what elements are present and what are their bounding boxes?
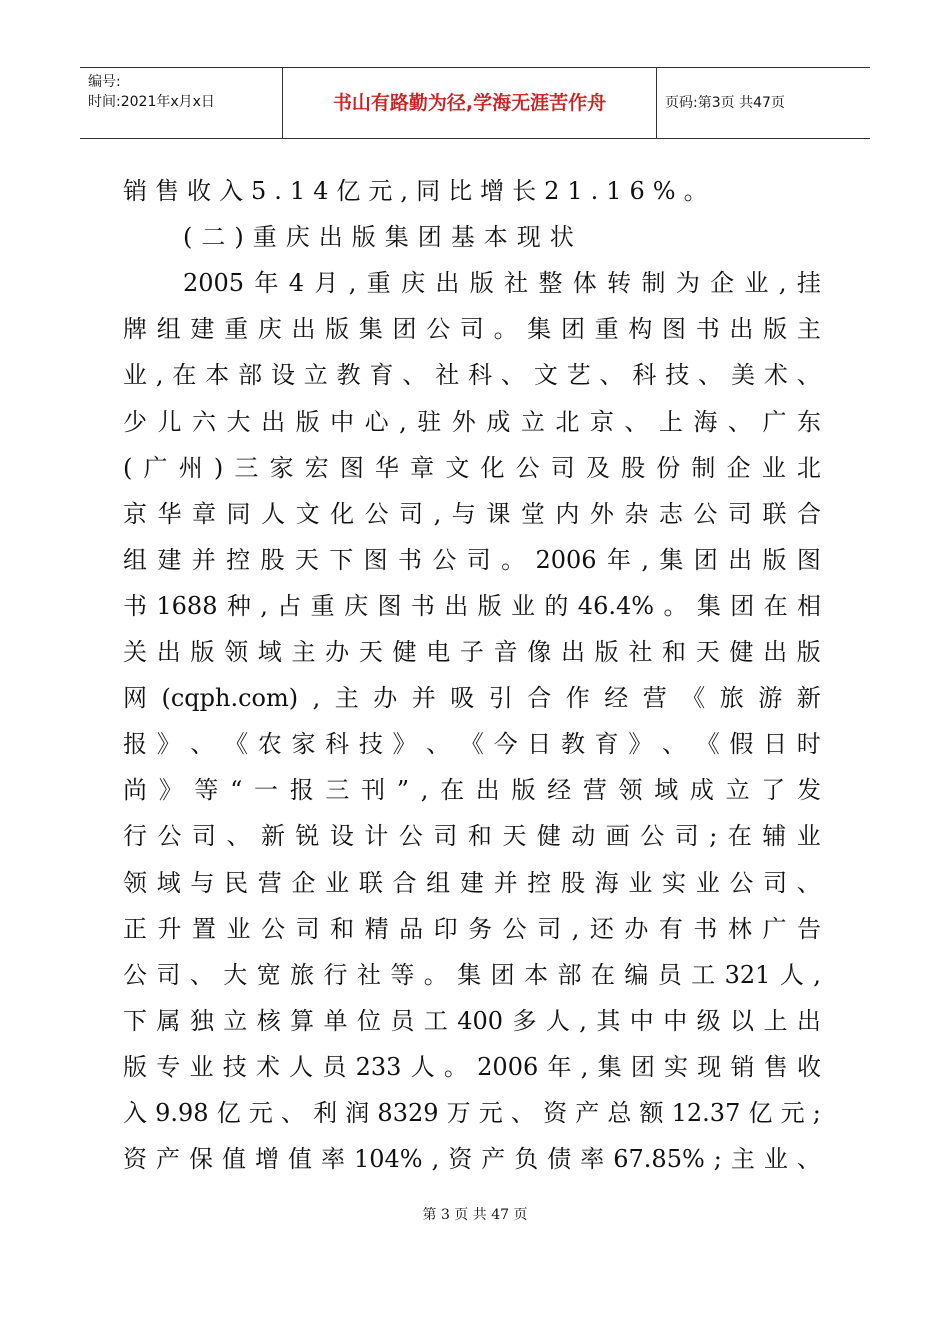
body-line: 正 升 置 业 公 司 和 精 品 印 务 公 司 , 还 办 有 书 林 广 告	[123, 914, 821, 943]
body-line: 书 1688 种 , 占 重 庆 图 书 出 版 业 的 46.4% 。 集 团 在 相	[123, 591, 821, 620]
body-line: 尚 》 等 “ 一 报 三 刊 ” , 在 出 版 经 营 领 域 成 立 了 发	[123, 776, 821, 805]
header-meta-cell	[80, 68, 283, 138]
header-page-cell	[657, 68, 870, 138]
section-heading: (二)重庆出版集团基本现状	[183, 223, 583, 252]
body-line: 关 出 版 领 域 主 办 天 健 电 子 音 像 出 版 社 和 天 健 出 版	[123, 638, 821, 666]
page-header	[80, 67, 870, 139]
number-label: 编号:	[88, 74, 121, 90]
body-line: 少 儿 六 大 出 版 中 心 , 驻 外 成 立 北 京 、 上 海 、 广 东	[123, 407, 821, 436]
page-footer: 第 3 页 共 47 页	[422, 1207, 528, 1223]
body-line: 组 建 并 控 股 天 下 图 书 公 司 。 2006 年 , 集 团 出 版 图	[123, 545, 821, 574]
body-line: 京 华 章 同 人 文 化 公 司 , 与 课 堂 内 外 杂 志 公 司 联 合	[123, 499, 821, 528]
time-label: 时间:2021年x月x日	[88, 94, 215, 110]
body-line: 业 , 在 本 部 设 立 教 育 、 社 科 、 文 艺 、 科 技 、 美 术 、	[123, 361, 821, 390]
body-line: 2005 年 4 月 , 重 庆 出 版 社 整 体 转 制 为 企 业 , 挂	[183, 269, 821, 298]
body-line: 资 产 保 值 增 值 率 104% , 资 产 负 债 率 67.85% ; 主 业 、	[123, 1145, 821, 1174]
body-line: 销售收入5.14亿元,同比增长21.16%。	[123, 177, 716, 205]
page-info: 页码:第3页 共47页	[665, 95, 785, 111]
motto: 书山有路勤为径,学海无涯苦作舟	[332, 92, 607, 114]
body-line: 入 9.98 亿 元 、 利 润 8329 万 元 、 资 产 总 额 12.37 亿 元 ;	[123, 1099, 821, 1127]
body-line: 版 专 业 技 术 人 员 233 人 。 2006 年 , 集 团 实 现 销 售 收	[123, 1052, 821, 1081]
body-line: 行 公 司 、 新 锐 设 计 公 司 和 天 健 动 画 公 司 ; 在 辅 业	[123, 822, 821, 851]
body-line: 下 属 独 立 核 算 单 位 员 工 400 多 人 , 其 中 中 级 以 上 出	[123, 1006, 821, 1035]
header-motto-cell	[283, 68, 657, 138]
body-line: 报 》 、 《 农 家 科 技 》 、 《 今 日 教 育 》 、 《 假 日 时	[123, 730, 821, 759]
body-line: 牌 组 建 重 庆 出 版 集 团 公 司 。 集 团 重 构 图 书 出 版 主	[123, 315, 821, 344]
body-line: 公 司 、 大 宽 旅 行 社 等 。 集 团 本 部 在 编 员 工 321 人 ,	[123, 960, 821, 989]
body-line: 领 域 与 民 营 企 业 联 合 组 建 并 控 股 海 业 实 业 公 司 、	[123, 868, 821, 897]
body-line: 网 (cqph.com) , 主 办 并 吸 引 合 作 经 营 《 旅 游 新	[123, 684, 821, 713]
body-line: ( 广 州 ) 三 家 宏 图 华 章 文 化 公 司 及 股 份 制 企 业 北	[123, 453, 821, 482]
